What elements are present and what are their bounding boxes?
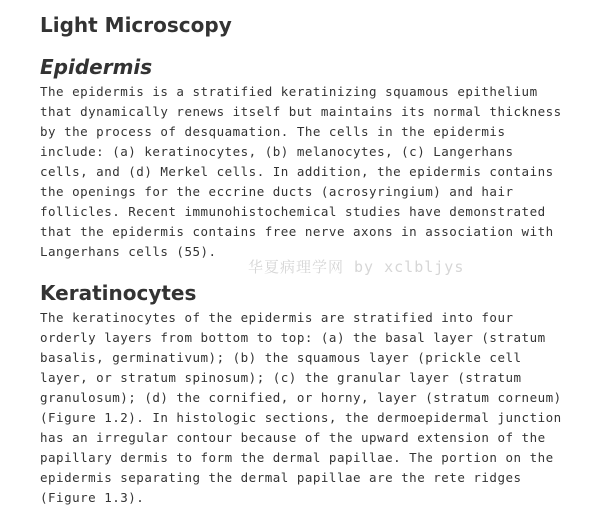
section-heading-keratinocytes: Keratinocytes [40, 281, 197, 305]
section-heading-epidermis: Epidermis [40, 55, 153, 79]
page-title: Light Microscopy [40, 13, 232, 37]
section-body-epidermis: The epidermis is a stratified keratinizing squamous epithelium that dynamically renews itself but maintains its normal thickness by the process of desquamation. The cells in the epidermis include: (a) keratinocytes, (b) melanocytes, (c) Langerhans cells, and (d) Merkel cells. In addition, the epidermis contains the openings for the eccrine ducts (acrosyringium) and hair follicles. Recent immunohistochemical studies have demonstrated that the epidermis contains free nerve axons in association with Langerhans cells (55). [40, 84, 562, 259]
section-body-keratinocytes: The keratinocytes of the epidermis are stratified into four orderly layers from bottom to top: (a) the basal layer (stratum basalis, germinativum); (b) the squamous layer (prickle cell layer, or stratum spinosum); (c) the granular layer (stratum granulosum); (d) the cornified, or horny, layer (stratum corneum) (Figure 1.2). In histologic sections, the dermoepidermal junction has an irregular contour because of the upward extension of the papillary dermis to form the dermal papillae. The portion on the epidermis separating the dermal papillae are the rete ridges (Figure 1.3). [40, 310, 562, 505]
watermark-text: 华夏病理学网 by xclbljys [248, 258, 465, 276]
